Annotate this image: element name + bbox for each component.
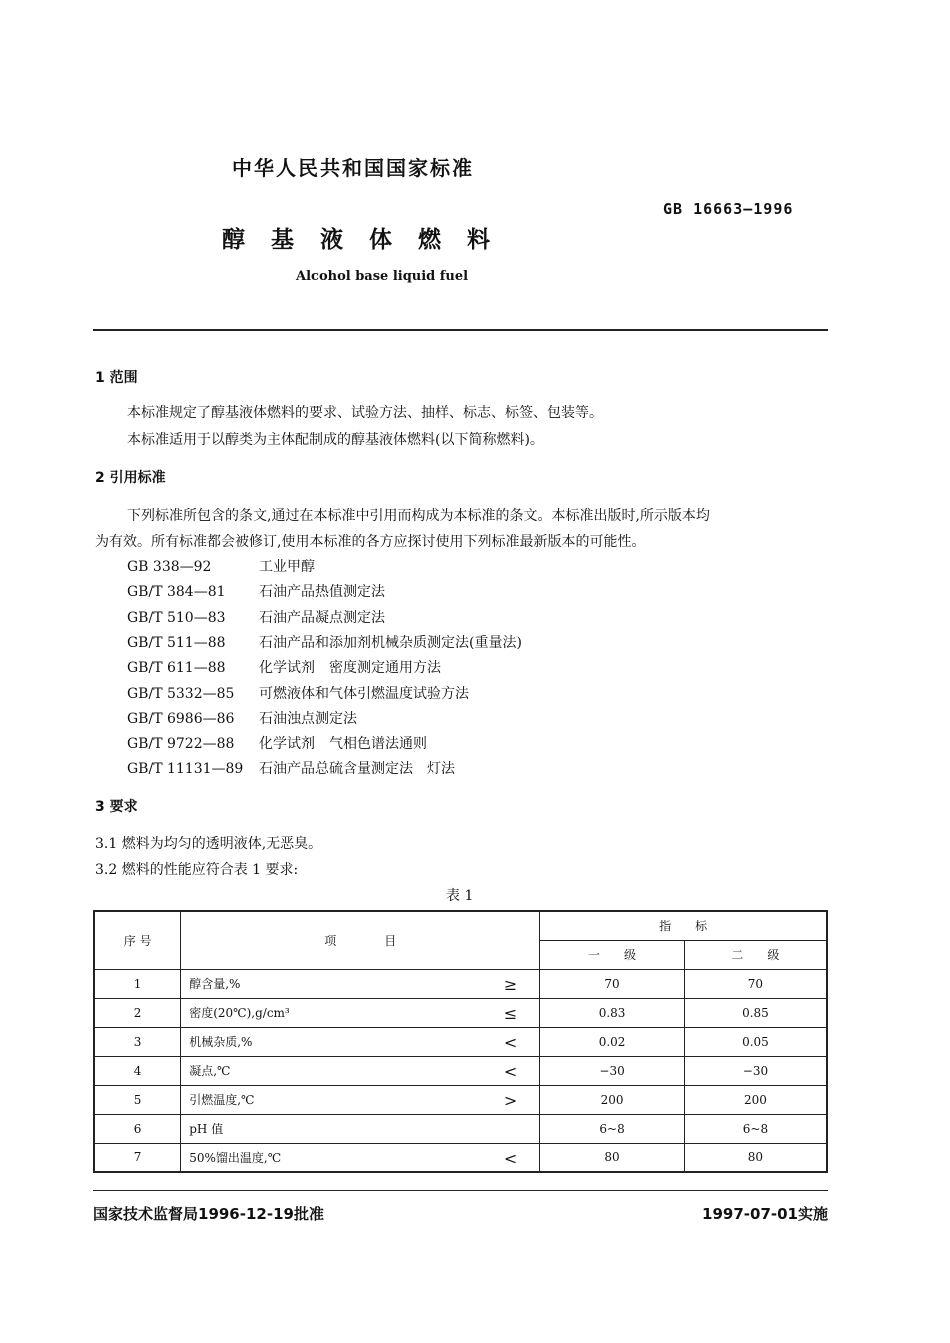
section-heading: 2 引用标准 <box>95 470 166 486</box>
table-row <box>94 969 827 998</box>
grade2-value: 70 <box>684 969 827 998</box>
row-item <box>181 969 540 998</box>
comparison-operator: ≥ <box>503 974 518 994</box>
comparison-operator: ≤ <box>503 1003 518 1023</box>
grade2-value: 80 <box>684 1143 827 1172</box>
footer-divider <box>93 1190 828 1191</box>
header-grade2: 二 级 <box>684 940 827 969</box>
item-label: 引燃温度,℃ <box>189 1093 255 1107</box>
reference-code: GB/T 9722—88 <box>127 736 235 753</box>
reference-title: 工业甲醇 <box>259 559 315 575</box>
reference-title: 化学试剂 密度测定通用方法 <box>259 660 441 677</box>
table-row <box>94 998 827 1027</box>
reference-code: GB/T 510—83 <box>127 609 226 626</box>
item-label: pH 值 <box>189 1122 224 1136</box>
reference-code: GB/T 511—88 <box>127 634 226 651</box>
reference-item <box>127 556 391 576</box>
comparison-operator: < <box>503 1032 518 1052</box>
row-no: 4 <box>94 1056 181 1085</box>
row-item <box>181 998 540 1027</box>
item-label: 密度(20℃),g/cm³ <box>189 1006 290 1020</box>
reference-item <box>127 581 391 601</box>
table-row <box>94 1085 827 1114</box>
table-row <box>94 1114 827 1143</box>
table-row <box>94 1027 827 1056</box>
row-item <box>181 1114 540 1143</box>
reference-item <box>127 632 522 652</box>
reference-title: 可燃液体和气体引燃温度试验方法 <box>259 685 469 702</box>
table-row <box>94 1143 827 1172</box>
table-row <box>94 1056 827 1085</box>
paragraph: 本标准适用于以醇类为主体配制成的醇基液体燃料(以下简称燃料)。 <box>127 432 544 448</box>
grade2-value: −30 <box>684 1056 827 1085</box>
grade1-value: −30 <box>540 1056 685 1085</box>
reference-item <box>127 683 469 703</box>
reference-code: GB/T 5332—85 <box>127 685 235 702</box>
grade1-value: 0.83 <box>540 998 685 1027</box>
reference-code: GB/T 384—81 <box>127 584 226 601</box>
reference-title: 石油产品凝点测定法 <box>259 609 385 626</box>
reference-code: GB/T 611—88 <box>127 660 226 677</box>
approval-date: 国家技术监督局1996-12-19批准 <box>93 1205 324 1223</box>
section-heading: 1 范围 <box>95 370 138 386</box>
clause: 3.1 燃料为均匀的透明液体,无恶臭。 <box>95 836 323 852</box>
national-standard-title: 中华人民共和国国家标准 <box>232 156 474 180</box>
reference-title: 石油浊点测定法 <box>259 710 357 727</box>
grade2-value: 6~8 <box>684 1114 827 1143</box>
reference-item <box>127 758 455 778</box>
grade1-value: 0.02 <box>540 1027 685 1056</box>
grade2-value: 0.05 <box>684 1027 827 1056</box>
table-caption: 表 1 <box>446 888 474 904</box>
standard-code: GB 16663—1996 <box>663 200 794 218</box>
row-no: 5 <box>94 1085 181 1114</box>
reference-item <box>127 733 427 753</box>
paragraph: 下列标准所包含的条文,通过在本标准中引用而构成为本标准的条文。本标准出版时,所示版本均 <box>127 508 710 524</box>
reference-title: 化学试剂 气相色谱法通则 <box>259 736 427 753</box>
document-title-english: Alcohol base liquid fuel <box>296 269 469 284</box>
row-item <box>181 1027 540 1056</box>
item-label: 醇含量,% <box>189 977 241 991</box>
effective-date: 1997-07-01实施 <box>702 1205 828 1223</box>
grade1-value: 200 <box>540 1085 685 1114</box>
grade2-value: 0.85 <box>684 998 827 1027</box>
row-no: 7 <box>94 1143 181 1172</box>
row-item <box>181 1143 540 1172</box>
grade2-value: 200 <box>684 1085 827 1114</box>
row-item <box>181 1085 540 1114</box>
reference-code: GB/T 6986—86 <box>127 710 235 727</box>
grade1-value: 6~8 <box>540 1114 685 1143</box>
row-no: 2 <box>94 998 181 1027</box>
reference-code: GB/T 11131—89 <box>127 761 244 778</box>
reference-code: GB 338—92 <box>127 559 212 575</box>
row-no: 3 <box>94 1027 181 1056</box>
comparison-operator: < <box>503 1148 518 1168</box>
reference-item <box>127 708 391 728</box>
reference-title: 石油产品总硫含量测定法 灯法 <box>259 761 455 778</box>
reference-item <box>127 657 441 677</box>
comparison-operator: < <box>503 1061 518 1081</box>
item-label: 50%馏出温度,℃ <box>189 1150 282 1165</box>
header-grade1: 一 级 <box>540 940 685 969</box>
reference-title: 石油产品热值测定法 <box>259 584 385 601</box>
header-divider <box>93 329 828 331</box>
grade1-value: 80 <box>540 1143 685 1172</box>
reference-item <box>127 607 391 627</box>
reference-title: 石油产品和添加剂机械杂质测定法(重量法) <box>259 634 522 651</box>
document-title: 醇基液体燃料 <box>222 227 516 253</box>
header-index: 指 标 <box>540 911 827 940</box>
item-label: 凝点,℃ <box>189 1064 231 1078</box>
clause: 3.2 燃料的性能应符合表 1 要求: <box>95 862 299 878</box>
spec-table <box>93 910 828 1173</box>
item-label: 机械杂质,% <box>189 1035 253 1049</box>
row-item <box>181 1056 540 1085</box>
comparison-operator: > <box>503 1090 518 1110</box>
grade1-value: 70 <box>540 969 685 998</box>
section-heading: 3 要求 <box>95 799 138 815</box>
row-no: 6 <box>94 1114 181 1143</box>
paragraph: 本标准规定了醇基液体燃料的要求、试验方法、抽样、标志、标签、包装等。 <box>127 405 603 421</box>
paragraph: 为有效。所有标准都会被修订,使用本标准的各方应探讨使用下列标准最新版本的可能性。 <box>95 534 646 550</box>
header-item: 项 目 <box>181 911 540 969</box>
header-no: 序 号 <box>94 911 181 969</box>
row-no: 1 <box>94 969 181 998</box>
